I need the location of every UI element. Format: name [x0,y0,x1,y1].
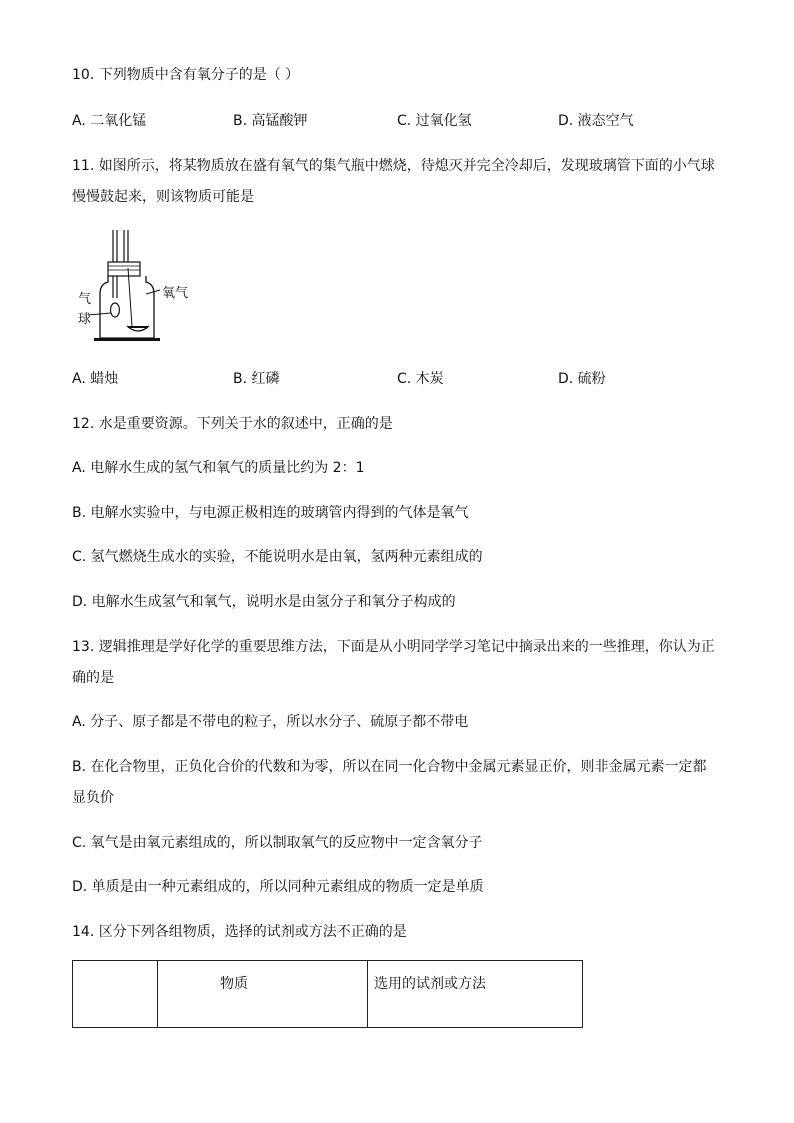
table-header-row [73,961,583,1028]
q10-option-a: A. 二氧化锰 [72,113,147,129]
table-header-blank [73,961,158,1028]
balloon-label-1: 气 [78,292,92,307]
q12-option-b: B. 电解水实验中，与电源正极相连的玻璃管内得到的气体是氧气 [72,505,469,521]
q11-option-d: D. 硫粉 [558,371,606,387]
q12-option-a: A. 电解水生成的氢气和氧气的质量比约为 2：1 [72,460,365,476]
q13-option-b-line2: 显负价 [72,790,114,806]
table-header-method: 选用的试剂或方法 [368,961,583,1028]
q11-option-c: C. 木炭 [397,371,444,387]
q12-option-d: D. 电解水生成氢气和氧气，说明水是由氢分子和氧分子构成的 [72,594,456,610]
balloon-label-2: 球 [78,312,92,327]
table-header-substance: 物质 [158,961,368,1028]
q10-option-b: B. 高锰酸钾 [233,113,308,129]
q12-stem: 12. 水是重要资源。下列关于水的叙述中，正确的是 [72,416,393,432]
q12-option-c: C. 氢气燃烧生成水的实验，不能说明水是由氧，氢两种元素组成的 [72,549,483,565]
q10-option-c: C. 过氧化氢 [397,113,472,129]
q11-option-b: B. 红磷 [233,371,280,387]
q11-option-a: A. 蜡烛 [72,371,119,387]
q14-table [72,960,583,1028]
q10-option-d: D. 液态空气 [558,113,634,129]
q14-stem: 14. 区分下列各组物质，选择的试剂或方法不正确的是 [72,924,407,940]
q13-stem-line1: 13. 逻辑推理是学好化学的重要思维方法，下面是从小明同学学习笔记中摘录出来的一些推理，你认为正 [72,639,715,655]
q11-stem-line2: 慢慢鼓起来，则该物质可能是 [72,189,254,205]
q13-option-b-line1: B. 在化合物里，正负化合价的代数和为零，所以在同一化合物中金属元素显正价，则非金属元素一定都 [72,759,707,775]
q13-option-d: D. 单质是由一种元素组成的，所以同种元素组成的物质一定是单质 [72,879,484,895]
q11-stem-line1: 11. 如图所示，将某物质放在盛有氧气的集气瓶中燃烧，待熄灭并完全冷却后，发现玻璃管下面的小气球 [72,158,715,174]
q13-stem-line2: 确的是 [72,670,114,686]
gas-bottle-figure [72,228,202,348]
q13-option-a: A. 分子、原子都是不带电的粒子，所以水分子、硫原子都不带电 [72,714,469,730]
q10-stem: 10. 下列物质中含有氧分子的是（ ） [72,67,300,83]
oxygen-label: 氧气 [162,286,189,301]
q13-option-c: C. 氧气是由氧元素组成的，所以制取氧气的反应物中一定含氧分子 [72,835,483,851]
